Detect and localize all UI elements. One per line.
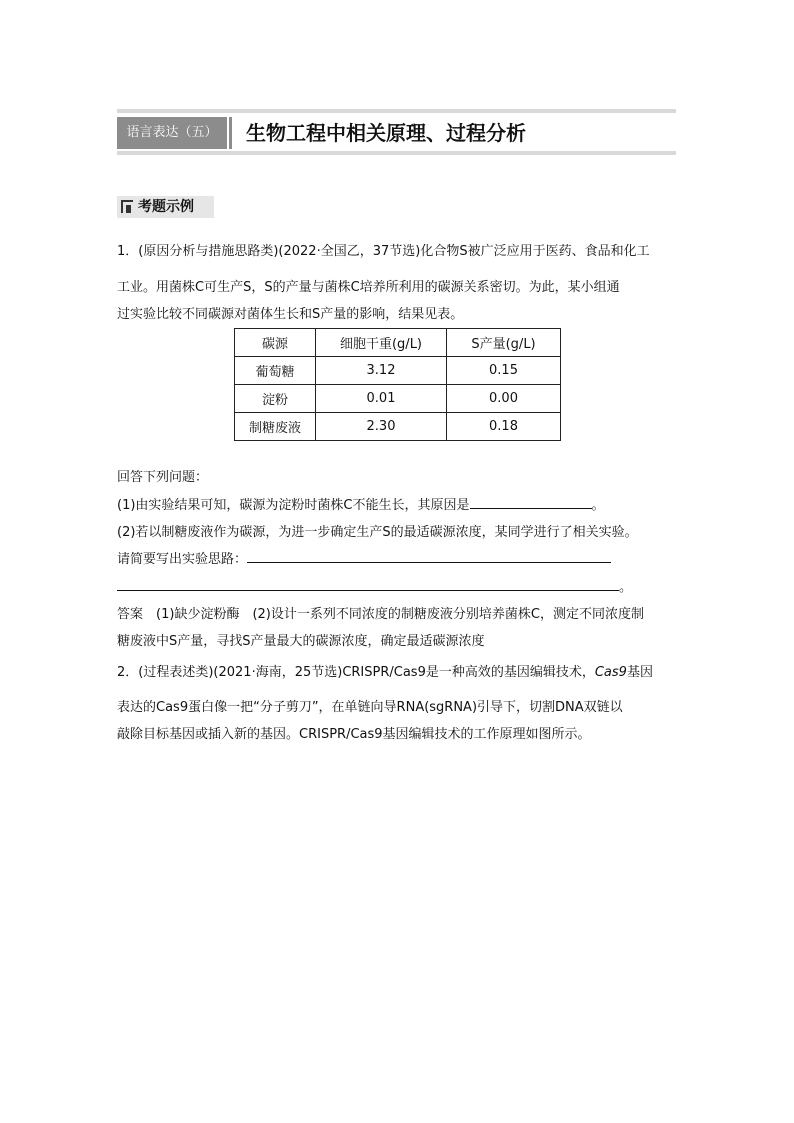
answer-line-2: 糖废液中S产量，寻找S产量最大的碳源浓度，确定最适碳源浓度 [117, 634, 485, 649]
answer-blank-3 [117, 577, 619, 591]
answer-line-1 [117, 603, 644, 622]
table-row [235, 385, 561, 413]
section-title: 生物工程中相关原理、过程分析 [246, 121, 526, 145]
q1-sub-2: (2)若以制糖废液作为碳源，为进一步确定生产S的最适碳源浓度，某同学进行了相关实验。 [117, 525, 638, 540]
q1-prompt: 回答下列问题： [117, 470, 209, 485]
subheader-label: 考题示例 [138, 199, 194, 215]
q2-line-1b: 基因 [626, 665, 653, 680]
carbon-source-table [234, 328, 561, 441]
table-cell: 3.12 [316, 357, 447, 385]
table-cell: 葡萄糖 [235, 357, 316, 385]
q2-line-1-italic: Cas9 [594, 665, 627, 680]
section-tag: 语言表达（五） [117, 117, 227, 149]
table-cell: 0.15 [447, 357, 561, 385]
table-row [235, 357, 561, 385]
q1-sub-2-end: 。 [619, 580, 633, 595]
header-top-rule [117, 109, 676, 113]
q2-line-2: 表达的Cas9蛋白像一把“分子剪刀”，在单链向导RNA(sgRNA)引导下，切割DNA双链以 [117, 700, 623, 715]
section-separator [229, 117, 232, 149]
q1-line-3: 过实验比较不同碳源对菌体生长和S产量的影响，结果见表。 [117, 307, 464, 322]
q2-line-1a: 2．(过程表述类)(2021·海南，25节选)CRISPR/Cas9是一种高效的基因编辑技术， [117, 665, 595, 680]
q1-sub-2b [117, 548, 611, 567]
table-cell: 0.01 [316, 385, 447, 413]
table-cell: 0.18 [447, 413, 561, 441]
table-header-cell: 细胞干重(g/L) [316, 329, 447, 357]
table-cell: 制糖废液 [235, 413, 316, 441]
table-cell: 0.00 [447, 385, 561, 413]
q1-line-1: 1．(原因分析与措施思路类)(2022·全国乙，37节选)化合物S被广泛应用于医药、食品和化工 [117, 244, 650, 259]
table-row [235, 413, 561, 441]
bracket-icon [121, 200, 133, 213]
table-header-cell: 碳源 [235, 329, 316, 357]
q1-line-2: 工业。用菌株C可生产S，S的产量与菌株C培养所利用的碳源关系密切。为此，某小组通 [117, 280, 620, 295]
answer-blank-2 [247, 549, 611, 563]
q1-sub-1 [117, 494, 605, 513]
table-header-row [235, 329, 561, 357]
answer-text-1: (1)缺少淀粉酶 (2)设计一系列不同浓度的制糖废液分别培养菌株C，测定不同浓度制 [156, 607, 644, 622]
q1-sub-2b-text: 请简要写出实验思路： [117, 552, 248, 567]
table-cell: 淀粉 [235, 385, 316, 413]
answer-label: 答案 [117, 607, 144, 622]
table-cell: 2.30 [316, 413, 447, 441]
q1-sub-2c [117, 576, 632, 595]
q2-line-1 [117, 661, 653, 680]
q1-sub-1-end: 。 [591, 498, 605, 513]
q1-sub-1-text: (1)由实验结果可知，碳源为淀粉时菌株C不能生长，其原因是 [117, 498, 470, 513]
q2-line-3: 敲除目标基因或插入新的基因。CRISPR/Cas9基因编辑技术的工作原理如图所示。 [117, 727, 591, 742]
answer-blank-1 [470, 495, 592, 509]
table-header-cell: S产量(g/L) [447, 329, 561, 357]
header-bottom-rule [117, 151, 676, 155]
